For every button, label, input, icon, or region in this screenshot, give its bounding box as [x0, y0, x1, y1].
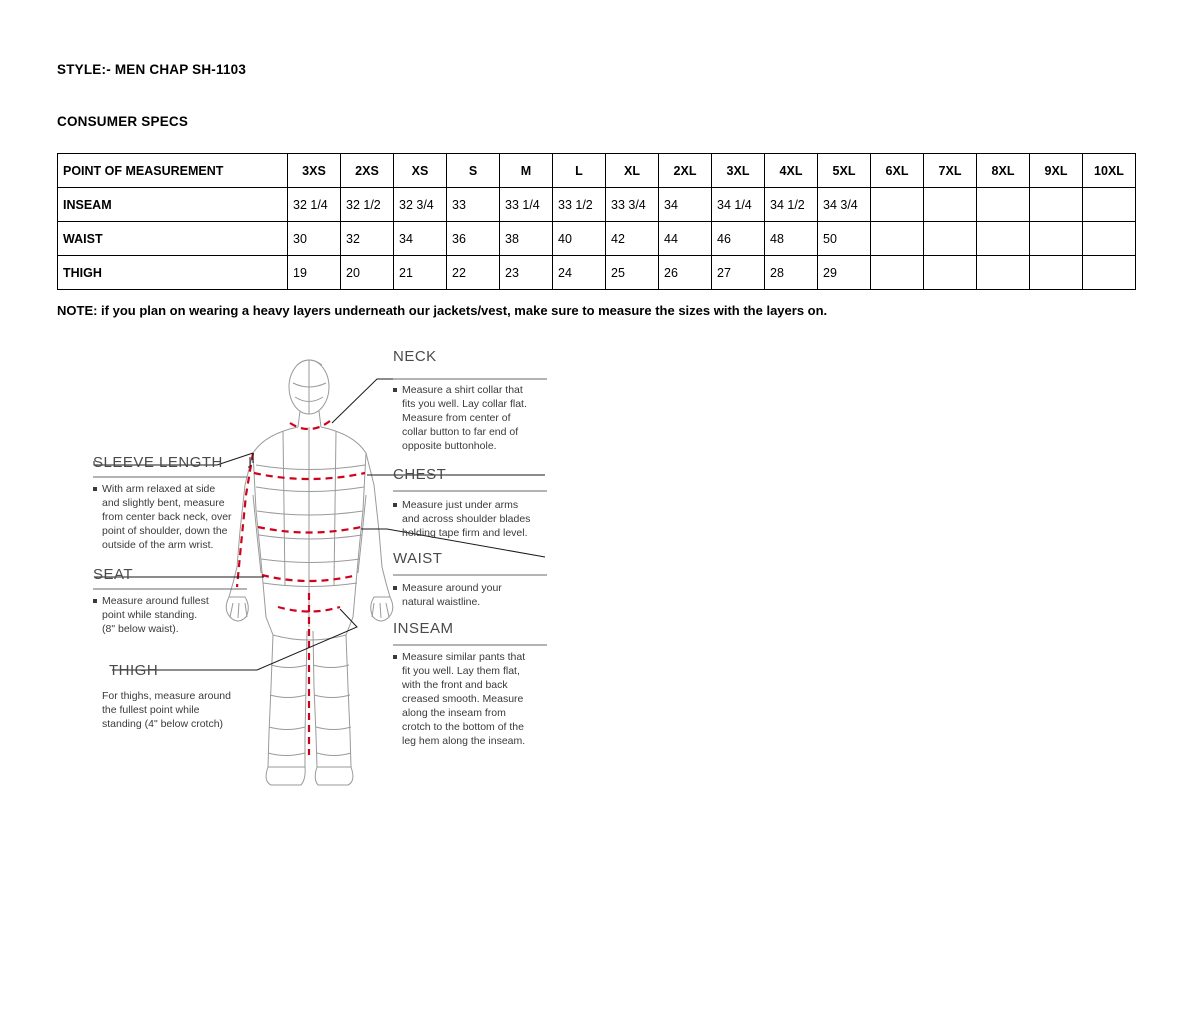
cell-waist-8xl	[977, 222, 1030, 256]
cell-waist-xs: 34	[394, 222, 447, 256]
row-label-thigh: THIGH	[58, 256, 288, 290]
callout-title-waist: WAIST	[393, 550, 443, 567]
header-size-7xl: 7XL	[924, 154, 977, 188]
cell-inseam-3xs: 32 1/4	[288, 188, 341, 222]
callout-line: (8" below waist).	[102, 623, 179, 635]
callout-title-seat: SEAT	[93, 566, 134, 583]
sleeve-measure-line	[237, 453, 253, 587]
cell-inseam-l: 33 1/2	[553, 188, 606, 222]
callout-title-chest: CHEST	[393, 466, 447, 483]
cell-waist-3xs: 30	[288, 222, 341, 256]
row-label-inseam: INSEAM	[58, 188, 288, 222]
callout-line: For thighs, measure around	[102, 690, 231, 702]
callout-line: fit you well. Lay them flat,	[402, 665, 520, 677]
cell-thigh-m: 23	[500, 256, 553, 290]
bullet-icon	[393, 586, 397, 590]
callout-line: Measure around fullest	[102, 595, 209, 607]
cell-waist-m: 38	[500, 222, 553, 256]
callout-line: point of shoulder, down the	[102, 525, 228, 537]
callout-line: With arm relaxed at side	[102, 483, 216, 495]
cell-thigh-4xl: 28	[765, 256, 818, 290]
cell-inseam-3xl: 34 1/4	[712, 188, 765, 222]
callout-line: and across shoulder blades	[402, 513, 531, 525]
callout-line: Measure just under arms	[402, 499, 519, 511]
cell-thigh-8xl	[977, 256, 1030, 290]
cell-waist-xl: 42	[606, 222, 659, 256]
callout-thigh	[102, 662, 231, 730]
cell-thigh-10xl	[1083, 256, 1136, 290]
callout-line: holding tape firm and level.	[402, 527, 528, 539]
callout-line: fits you well. Lay collar flat.	[402, 398, 527, 410]
cell-waist-2xl: 44	[659, 222, 712, 256]
table-row	[58, 188, 1136, 222]
cell-inseam-5xl: 34 3/4	[818, 188, 871, 222]
measurement-note: NOTE: if you plan on wearing a heavy layers underneath our jackets/vest, make sure to measure the sizes with the layers on.	[57, 303, 828, 318]
cell-inseam-6xl	[871, 188, 924, 222]
bullet-icon	[93, 487, 97, 491]
callout-title-thigh: THIGH	[109, 662, 159, 679]
cell-waist-2xs: 32	[341, 222, 394, 256]
header-size-xl: XL	[606, 154, 659, 188]
callout-chest	[393, 466, 547, 539]
measurement-lines	[237, 421, 365, 755]
style-heading: STYLE:- MEN CHAP SH-1103	[57, 62, 247, 77]
cell-thigh-3xl: 27	[712, 256, 765, 290]
header-size-8xl: 8XL	[977, 154, 1030, 188]
cell-inseam-s: 33	[447, 188, 500, 222]
callout-line: Measure similar pants that	[402, 651, 526, 663]
cell-thigh-3xs: 19	[288, 256, 341, 290]
cell-thigh-xl: 25	[606, 256, 659, 290]
header-size-3xs: 3XS	[288, 154, 341, 188]
callout-title-sleeve-length: SLEEVE LENGTH	[93, 454, 223, 471]
header-size-xs: XS	[394, 154, 447, 188]
cell-inseam-2xl: 34	[659, 188, 712, 222]
header-size-9xl: 9XL	[1030, 154, 1083, 188]
cell-waist-l: 40	[553, 222, 606, 256]
cell-inseam-2xs: 32 1/2	[341, 188, 394, 222]
header-size-3xl: 3XL	[712, 154, 765, 188]
callout-line: with the front and back	[402, 679, 508, 691]
table-row	[58, 256, 1136, 290]
callout-line: point while standing.	[102, 609, 198, 621]
callout-sleeve-length	[93, 454, 247, 551]
callout-neck	[393, 348, 547, 452]
header-size-2xs: 2XS	[341, 154, 394, 188]
header-point-of-measurement: POINT OF MEASUREMENT	[58, 154, 288, 188]
callout-line: and slightly bent, measure	[102, 497, 225, 509]
callout-line: crotch to the bottom of the	[402, 721, 524, 733]
bullet-icon	[93, 599, 97, 603]
callout-line: leg hem along the inseam.	[402, 735, 526, 747]
cell-thigh-9xl	[1030, 256, 1083, 290]
header-size-6xl: 6XL	[871, 154, 924, 188]
cell-thigh-2xs: 20	[341, 256, 394, 290]
cell-thigh-6xl	[871, 256, 924, 290]
cell-inseam-10xl	[1083, 188, 1136, 222]
cell-thigh-s: 22	[447, 256, 500, 290]
callout-line: from center back neck, over	[102, 511, 232, 523]
callout-inseam	[393, 620, 547, 747]
header-size-2xl: 2XL	[659, 154, 712, 188]
mannequin-figure	[226, 360, 393, 785]
header-size-s: S	[447, 154, 500, 188]
cell-inseam-4xl: 34 1/2	[765, 188, 818, 222]
header-size-m: M	[500, 154, 553, 188]
header-size-5xl: 5XL	[818, 154, 871, 188]
callout-line: outside of the arm wrist.	[102, 539, 214, 551]
bullet-icon	[393, 388, 397, 392]
table-row	[58, 222, 1136, 256]
callout-line: the fullest point while	[102, 704, 200, 716]
callout-line: Measure from center of	[402, 412, 511, 424]
bullet-icon	[393, 655, 397, 659]
size-chart-table	[57, 153, 1136, 290]
header-size-10xl: 10XL	[1083, 154, 1136, 188]
callout-title-inseam: INSEAM	[393, 620, 454, 637]
callout-title-neck: NECK	[393, 348, 437, 365]
cell-waist-6xl	[871, 222, 924, 256]
cell-waist-7xl	[924, 222, 977, 256]
cell-thigh-5xl: 29	[818, 256, 871, 290]
bullet-icon	[393, 503, 397, 507]
cell-waist-9xl	[1030, 222, 1083, 256]
cell-inseam-m: 33 1/4	[500, 188, 553, 222]
cell-inseam-7xl	[924, 188, 977, 222]
cell-waist-4xl: 48	[765, 222, 818, 256]
cell-thigh-2xl: 26	[659, 256, 712, 290]
cell-inseam-xs: 32 3/4	[394, 188, 447, 222]
callout-line: creased smooth. Measure	[402, 693, 524, 705]
callout-line: along the inseam from	[402, 707, 506, 719]
callout-waist	[393, 550, 547, 608]
callout-line: collar button to far end of	[402, 426, 519, 438]
cell-waist-3xl: 46	[712, 222, 765, 256]
cell-inseam-xl: 33 3/4	[606, 188, 659, 222]
callout-line: standing (4" below crotch)	[102, 718, 224, 730]
cell-thigh-7xl	[924, 256, 977, 290]
cell-thigh-l: 24	[553, 256, 606, 290]
callout-line: Measure a shirt collar that	[402, 384, 523, 396]
cell-waist-s: 36	[447, 222, 500, 256]
header-size-4xl: 4XL	[765, 154, 818, 188]
row-label-waist: WAIST	[58, 222, 288, 256]
header-size-l: L	[553, 154, 606, 188]
cell-inseam-9xl	[1030, 188, 1083, 222]
callout-line: Measure around your	[402, 582, 502, 594]
callout-line: opposite buttonhole.	[402, 440, 497, 452]
callout-line: natural waistline.	[402, 596, 481, 608]
cell-thigh-xs: 21	[394, 256, 447, 290]
cell-inseam-8xl	[977, 188, 1030, 222]
consumer-specs-heading: CONSUMER SPECS	[57, 114, 189, 129]
table-header-row	[58, 154, 1136, 188]
cell-waist-10xl	[1083, 222, 1136, 256]
callout-seat	[93, 566, 247, 635]
cell-waist-5xl: 50	[818, 222, 871, 256]
measurement-diagram	[57, 335, 677, 805]
